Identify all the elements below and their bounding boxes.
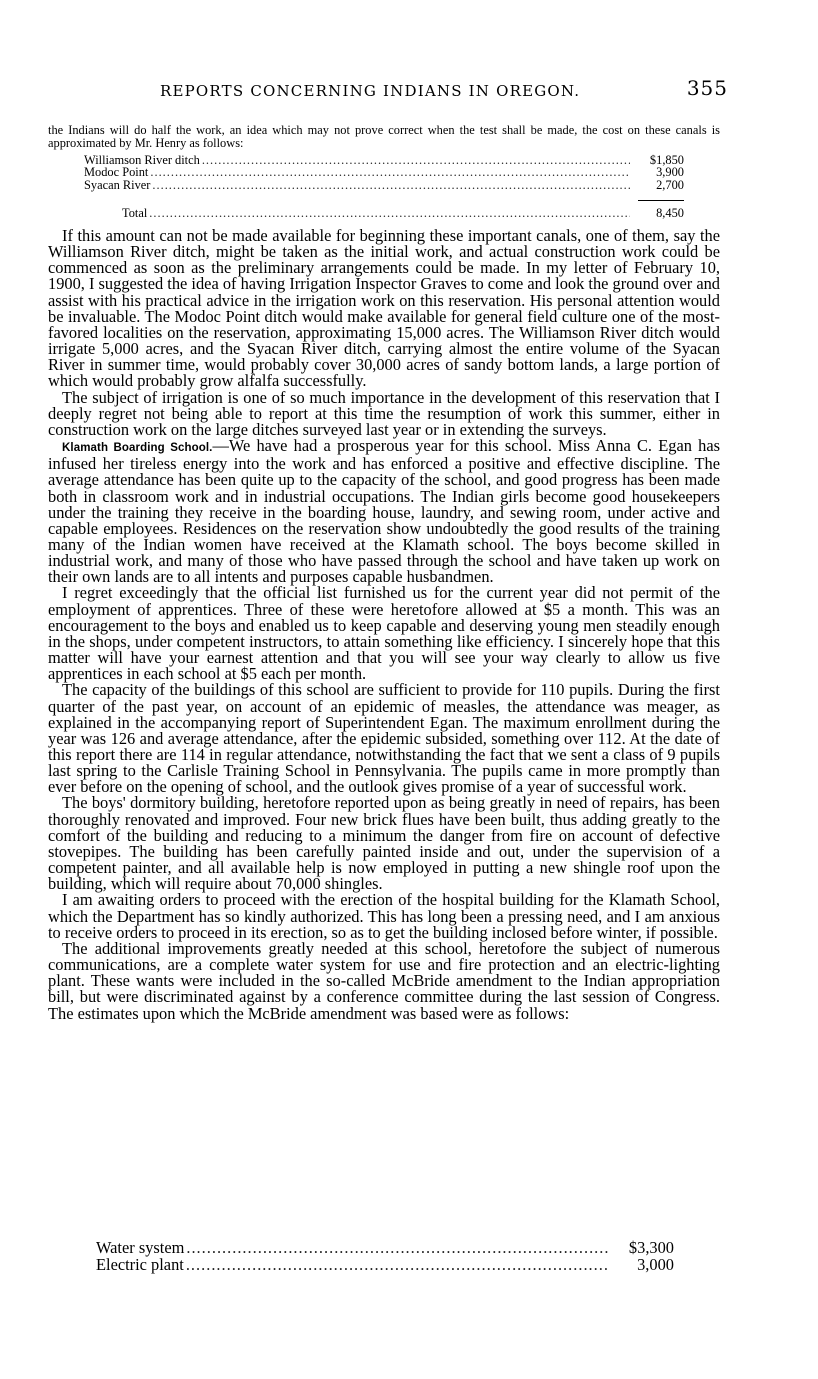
row-label: Water system [96,1238,185,1257]
table-row [96,1256,674,1273]
paragraph: The boys' dormitory building, heretofore reported upon as being greatly in need of repairs, has been thoroughly renovated and improved. Four new brick flues have been built, thus adding greatly to the comfort of the building and reducing to a minimum the danger from fire on account of defective stovepipes. The building has been carefully painted inside and out, under the supervision of a competent painter, and all available help is now employed in putting a new shingle roof upon the building, which will require about 70,000 shingles. [48,793,720,894]
row-label: Williamson River ditch [84,153,200,167]
paragraph: I regret exceedingly that the official list furnished us for the current year did not permit of the employment of apprentices. Three of these were heretofore allowed at $5 a month. This was an encouragement to the boys and enabled us to keep capable and deserving young men steadily enough in the shops, under competent instructors, to attain something like efficiency. I sincerely hope that this matter will have your earnest attention and that you will see your way clearly to allow us five apprentices in each school at $5 each per month. [48,583,720,684]
paragraph [48,438,720,585]
paragraph: If this amount can not be made available for beginning these important canals, one of them, say the Williamson River ditch, might be taken as the initial work, and actual construction work could be commenced as soon as the preliminary arrangements could be made. In my letter of February 10, 1900, I suggested the idea of having Irrigation Inspector Graves to come and look the ground over and assist with his practical advice in the irrigation work on this reservation. His personal attention would be invaluable. The Modoc Point ditch would make available for general field culture one of the most-favored localities on the reservation, approximating 15,000 acres. The Williamson River ditch would irrigate 5,000 acres, and the Syacan River ditch, carrying almost the entire volume of the Syacan River in summer time, would probably cover 30,000 acres of sandy bottom lands, a large portion of which would probably grow alfalfa successfully. [48,226,720,391]
row-amount: 3,000 [637,1255,674,1274]
table-row [84,154,684,166]
row-amount: $3,300 [628,1238,674,1257]
leader-dots [149,207,630,219]
leader-dots [186,1256,608,1273]
row-label: Syacan River [84,177,151,192]
row-amount: 2,700 [656,177,684,192]
page-header [48,76,728,106]
table-row [84,166,684,178]
total-rule [638,200,684,201]
row-amount: 3,900 [656,165,684,180]
leader-dots [150,166,630,178]
row-amount: $1,850 [649,153,684,167]
total-amount: 8,450 [656,206,684,220]
paragraph: The subject of irrigation is one of so much importance in the development of this reservation that I deeply regret not being able to report at this time the resumption of work this summer, either in construction work on the large ditches surveyed last year or in extending the surveys. [48,387,720,439]
canal-cost-total [84,207,684,219]
intro-text: the Indians will do half the work, an idea which may not prove correct when the test shall be made, the cost on these canals is approximated by Mr. Henry as follows: [48,123,720,150]
total-label: Total [122,206,148,220]
leader-dots [202,154,630,166]
row-label: Modoc Point [84,165,149,180]
paragraph: The capacity of the buildings of this school are sufficient to provide for 110 pupils. During the first quarter of the past year, on account of an epidemic of measles, the attendance was meager, as explained in the accompanying report of Superintendent Egan. The maximum enrollment during the year was 126 and average attendance, after the epidemic subsided, something over 112. At the date of this report there are 114 in regular attendance, notwithstanding the fact that we sent a class of 9 pupils last spring to the Carlisle Training School in Pennsylvania. The pupils came in more promptly than ever before on the opening of school, and the outlook gives promise of a year of successful work. [48,680,720,797]
table-row [84,179,684,191]
leader-dots [152,179,630,191]
paragraph: I am awaiting orders to proceed with the erection of the hospital building for the Klamath School, which the Department has so kindly authorized. This has long been a pressing need, and I am anxious to receive orders to proceed in its erection, so as to get the building inclosed before winter, if possible. [48,890,720,942]
leader-dots [186,1239,608,1256]
intro-paragraph [48,124,720,149]
table-row [96,1239,674,1256]
estimates-table [96,1239,674,1273]
canal-cost-table [84,154,684,191]
paragraph: The additional improvements greatly needed at this school, heretofore the subject of numerous communications, are a complete water system for use and fire protection and an electric-lighting plant. These wants were included in the so-called McBride amendment to the Indian appropriation bill, but were discriminated against by a conference committee during the last session of Congress. The estimates upon which the McBride amendment was based were as follows: [48,938,720,1023]
running-title: REPORTS CONCERNING INDIANS IN OREGON. [160,82,581,100]
paragraph-text: —We have had a prosperous year for this school. Miss Anna C. Egan has infused her tireless energy into the work and has enforced a positive and effective discipline. The average attendance has been quite up to the capacity of the school, and good progress has been made both in classroom work and in industrial occupations. The Indian girls become good housekeepers under the training they receive in the boarding house, laundry, and sewing room, under active and capable employees. Residences on the reservation show undoubtedly the good results of the training many of the Indian women have received at the Klamath school. The boys become skilled in industrial work, and many of those who have passed through the school and have taken up work on their own lands are to all intents and purposes capable husbandmen. [48,436,720,587]
page-number: 355 [686,76,728,100]
body-text [48,228,720,1022]
section-heading: Klamath Boarding School. [62,442,213,455]
table-row [84,207,684,219]
row-label: Electric plant [96,1255,184,1274]
